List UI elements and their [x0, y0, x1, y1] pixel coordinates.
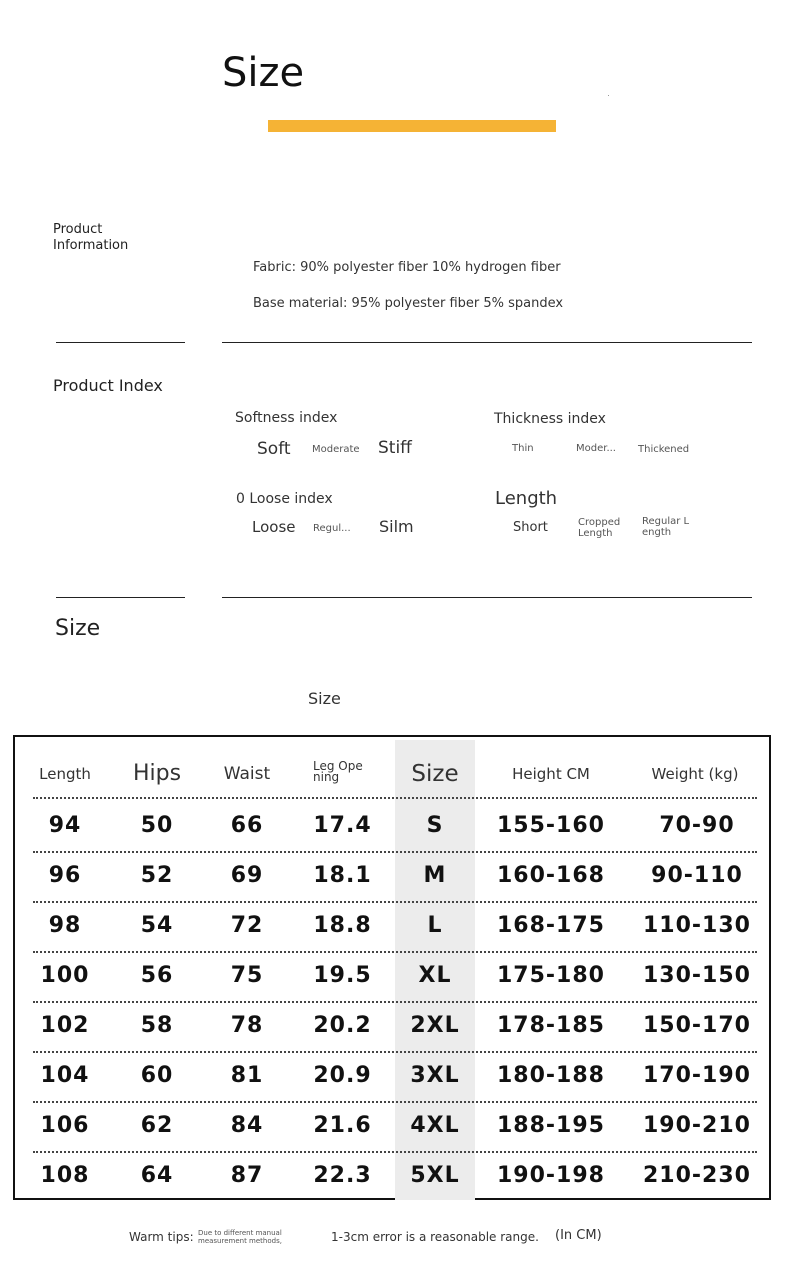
header-height: Height CM: [512, 765, 590, 783]
cell-length: 106: [40, 1113, 90, 1138]
base-material-text: Base material: 95% polyester fiber 5% spandex: [253, 296, 564, 311]
cell-weight: 70-90: [659, 813, 735, 838]
cell-height: 175-180: [497, 963, 605, 988]
divider-right-1: [222, 342, 752, 343]
thickness-index-title: Thickness index: [494, 411, 606, 427]
cell-waist: 81: [230, 1063, 264, 1088]
cell-waist: 87: [230, 1163, 264, 1188]
cell-height: 168-175: [497, 913, 605, 938]
cell-waist: 69: [230, 863, 264, 888]
decorative-dot: [608, 95, 609, 96]
product-index-label: Product Index: [53, 376, 163, 395]
cell-hips: 62: [140, 1113, 174, 1138]
cell-size: XL: [418, 963, 452, 988]
page-title: Size: [222, 50, 305, 96]
title-accent-bar: [268, 120, 556, 132]
cell-length: 102: [40, 1013, 90, 1038]
cell-leg-opening: 18.8: [313, 913, 372, 938]
length-index-title: Length: [495, 488, 558, 509]
cell-length: 94: [48, 813, 82, 838]
length-option-cropped: Cropped Length: [578, 517, 621, 539]
cell-leg-opening: 17.4: [313, 813, 372, 838]
cell-size: 5XL: [410, 1163, 460, 1188]
table-row: [15, 1051, 769, 1101]
size-table: [13, 735, 771, 1200]
thickness-option-thin: Thin: [512, 443, 534, 454]
cell-waist: 72: [230, 913, 264, 938]
table-row: [15, 1101, 769, 1151]
table-row: [15, 851, 769, 901]
loose-option-regular: Regul...: [313, 523, 351, 534]
cell-waist: 75: [230, 963, 264, 988]
cell-length: 96: [48, 863, 82, 888]
cell-length: 98: [48, 913, 82, 938]
softness-option-soft: Soft: [257, 439, 291, 459]
softness-option-moderate: Moderate: [312, 444, 360, 455]
cell-waist: 78: [230, 1013, 264, 1038]
cell-hips: 60: [140, 1063, 174, 1088]
softness-index-title: Softness index: [235, 410, 338, 426]
loose-option-slim: Silm: [379, 517, 414, 536]
softness-option-stiff: Stiff: [378, 438, 412, 458]
size-table-title: Size: [308, 689, 341, 708]
loose-index-title: 0 Loose index: [236, 491, 333, 507]
unit-note: (In CM): [555, 1228, 602, 1243]
cell-size: S: [426, 813, 444, 838]
cell-hips: 52: [140, 863, 174, 888]
header-hips: Hips: [132, 761, 182, 786]
cell-weight: 150-170: [643, 1013, 751, 1038]
cell-size: 4XL: [410, 1113, 460, 1138]
cell-leg-opening: 20.9: [313, 1063, 372, 1088]
header-waist: Waist: [223, 764, 271, 784]
cell-weight: 90-110: [651, 863, 743, 888]
header-weight: Weight (kg): [651, 765, 739, 783]
warm-tips-label: Warm tips:: [129, 1230, 194, 1244]
cell-weight: 130-150: [643, 963, 751, 988]
cell-weight: 210-230: [643, 1163, 751, 1188]
cell-weight: 170-190: [643, 1063, 751, 1088]
product-information-label: Product Information: [53, 222, 129, 253]
warm-tips-main: 1-3cm error is a reasonable range.: [331, 1230, 539, 1244]
thickness-option-moderate: Moder...: [576, 443, 616, 454]
table-row: [15, 951, 769, 1001]
cell-height: 188-195: [497, 1113, 605, 1138]
table-row: [15, 1151, 769, 1201]
cell-size: L: [427, 913, 443, 938]
cell-waist: 66: [230, 813, 264, 838]
warm-tips-note: Due to different manual measurement methods,: [198, 1229, 282, 1245]
length-option-short: Short: [513, 520, 548, 535]
length-option-regular: Regular L ength: [642, 516, 690, 538]
cell-leg-opening: 20.2: [313, 1013, 372, 1038]
header-size: Size: [411, 761, 459, 787]
cell-hips: 58: [140, 1013, 174, 1038]
cell-size: M: [423, 863, 447, 888]
table-row: [15, 1001, 769, 1051]
cell-hips: 54: [140, 913, 174, 938]
cell-height: 180-188: [497, 1063, 605, 1088]
cell-hips: 50: [140, 813, 174, 838]
cell-height: 178-185: [497, 1013, 605, 1038]
cell-leg-opening: 19.5: [313, 963, 372, 988]
header-length: Length: [39, 765, 91, 783]
table-row: [15, 801, 769, 851]
loose-option-loose: Loose: [252, 518, 296, 536]
fabric-text: Fabric: 90% polyester fiber 10% hydrogen fiber: [253, 260, 561, 275]
cell-weight: 190-210: [643, 1113, 751, 1138]
cell-leg-opening: 22.3: [313, 1163, 372, 1188]
cell-waist: 84: [230, 1113, 264, 1138]
cell-leg-opening: 18.1: [313, 863, 372, 888]
divider-left-1: [56, 342, 185, 343]
cell-weight: 110-130: [643, 913, 751, 938]
thickness-option-thickened: Thickened: [638, 444, 690, 455]
cell-height: 160-168: [497, 863, 605, 888]
cell-hips: 64: [140, 1163, 174, 1188]
cell-size: 2XL: [410, 1013, 460, 1038]
cell-height: 155-160: [497, 813, 605, 838]
cell-height: 190-198: [497, 1163, 605, 1188]
cell-leg-opening: 21.6: [313, 1113, 372, 1138]
divider-left-2: [56, 597, 185, 598]
divider-right-2: [222, 597, 752, 598]
cell-length: 100: [40, 963, 90, 988]
cell-length: 104: [40, 1063, 90, 1088]
row-separator: [33, 797, 757, 799]
table-row: [15, 901, 769, 951]
cell-size: 3XL: [410, 1063, 460, 1088]
cell-hips: 56: [140, 963, 174, 988]
size-section-heading: Size: [55, 616, 101, 641]
cell-length: 108: [40, 1163, 90, 1188]
header-leg-opening: Leg Ope ning: [313, 759, 363, 784]
